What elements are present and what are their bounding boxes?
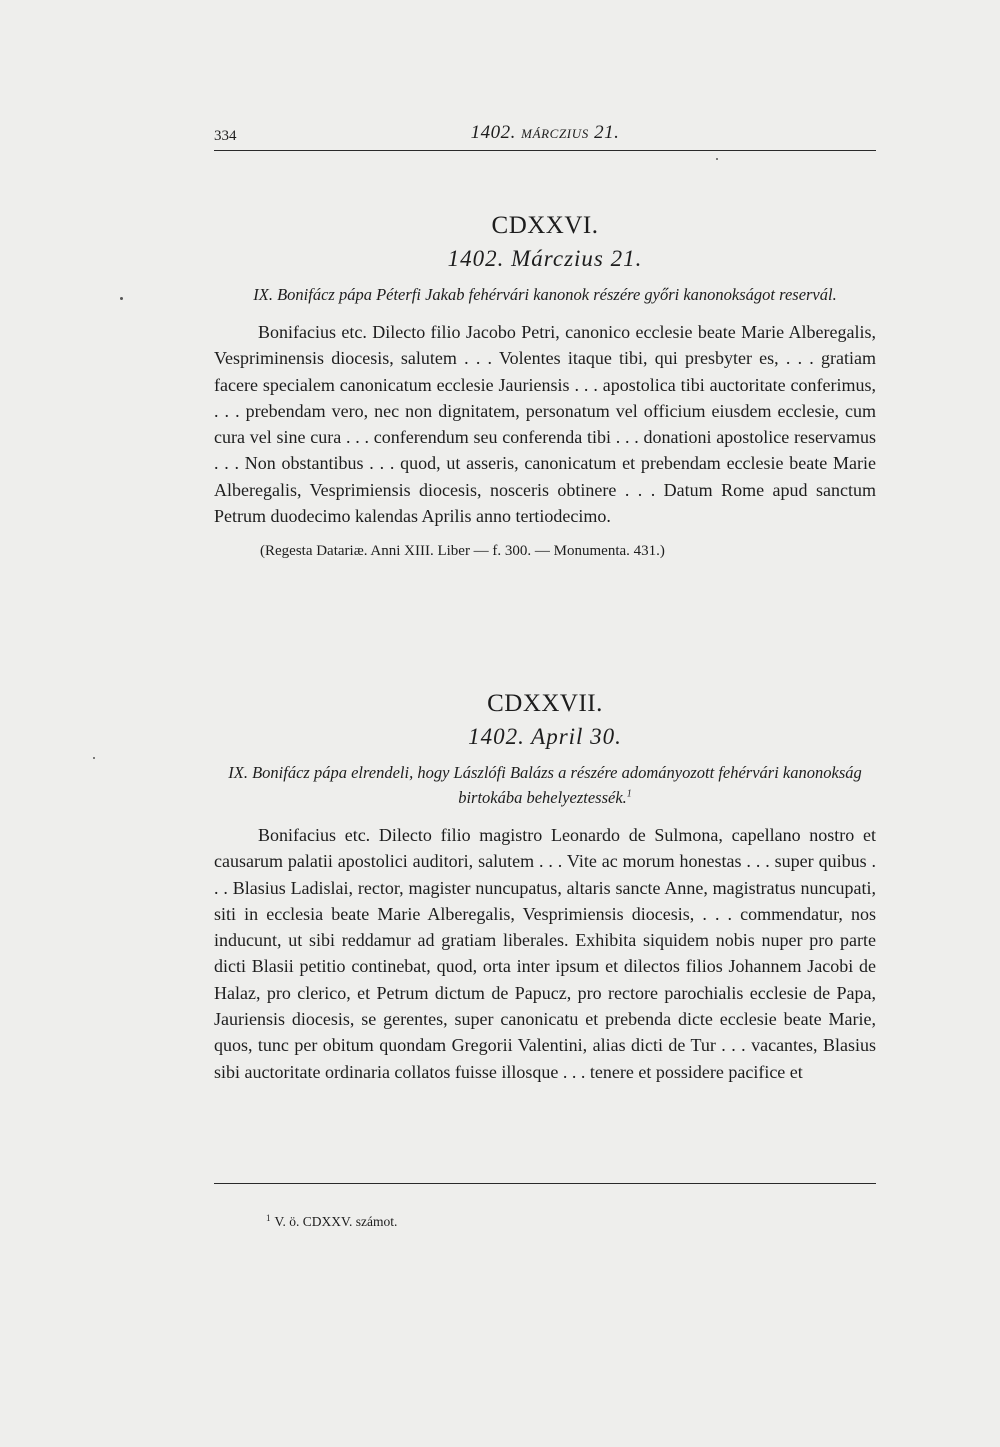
running-head-month: MÁRCZIUS (521, 126, 589, 141)
document-number: CDXXVI. (491, 212, 599, 239)
running-head-year: 1402. (470, 122, 516, 143)
footnote-reference[interactable]: 1 (626, 788, 632, 800)
document-date: 1402. Márczius 21. (447, 246, 643, 271)
footnote-mark: 1 (266, 1212, 271, 1223)
footnote-text: V. ö. CDXXV. számot. (274, 1214, 398, 1229)
document-summary-text: IX. Bonifácz pápa elrendeli, hogy Lászlófi Balázs a részére adományozott fehérvári kanonokság birtokába behelyeztessék. (228, 763, 862, 807)
document-summary: IX. Bonifácz pápa Péterfi Jakab fehérvári kanonok részére győri kanonokságot reservál. (253, 285, 837, 304)
document-number: CDXXVII. (487, 690, 603, 717)
page-number: 334 (214, 128, 237, 144)
document-summary (214, 760, 876, 810)
document-date: 1402. April 30. (468, 724, 622, 749)
document-body: Bonifacius etc. Dilecto filio magistro Leonardo de Sulmona, capellano nostro et causarum palatii apostolici auditori, salutem . . . Vite ac morum honestas . . . super quibus . . . Blasius Ladislai, rector, magister nuncupatus, altaris sancte Anne, magistratus nuncupati, siti in ecclesia beate Marie Alberegalis, Vesprimiensis diocesis, . . . commendatur, nos inducunt, ut sibi reddamur ad gratiam liberales. Exhibita siquidem nobis nuper pro parte dicti Blasii petitio continebat, quod, orta inter ipsum et dilectos filios Johannem Jacobi de Halaz, pro clerico, et Petrum dictum de Papucz, pro rectore parochialis ecclesie de Papa, Jauriensis diocesis, se gerentes, super canonicatu et prebenda dicte ecclesie beate Marie, quos, tunc per obitum quondam Gregorii Valentini, alias dicti de Tur . . . vacantes, Blasius sibi auctoritate ordinaria collatos fuisse illosque . . . tenere et possidere pacifice et (214, 825, 876, 1082)
running-head (214, 122, 876, 144)
page-header (214, 122, 876, 151)
paper-speck (93, 757, 95, 759)
document-cdxxvii (214, 690, 876, 1085)
footnote (266, 1214, 397, 1230)
document-cdxxvi (214, 212, 876, 560)
running-head-day: 21. (594, 122, 620, 143)
document-body: Bonifacius etc. Dilecto filio Jacobo Petri, canonico ecclesie beate Marie Alberegalis, Vespriminensis diocesis, salutem . . . Volentes itaque tibi, qui presbyter es, . . . gratiam facere specialem canonicatum ecclesie Jauriensis . . . apostolica tibi auctoritate conferimus, . . . prebendam vero, nec non dignitatem, personatum vel officium eiusdem ecclesie, cum cura vel sine cura . . . conferendum seu conferenda tibi . . . donationi apostolice reservamus . . . Non obstantibus . . . quod, ut asseris, canonicatum et prebendam ecclesie beate Marie Alberegalis, Vesprimiensis diocesis, nosceris obtinere . . . Datum Rome apud sanctum Petrum duodecimo kalendas Aprilis anno tertiodecimo. (214, 322, 876, 527)
paper-speck (120, 297, 123, 300)
footnote-divider (214, 1183, 876, 1184)
document-source: (Regesta Datariæ. Anni XIII. Liber — f. 300. — Monumenta. 431.) (260, 543, 665, 560)
paper-speck (716, 158, 718, 160)
